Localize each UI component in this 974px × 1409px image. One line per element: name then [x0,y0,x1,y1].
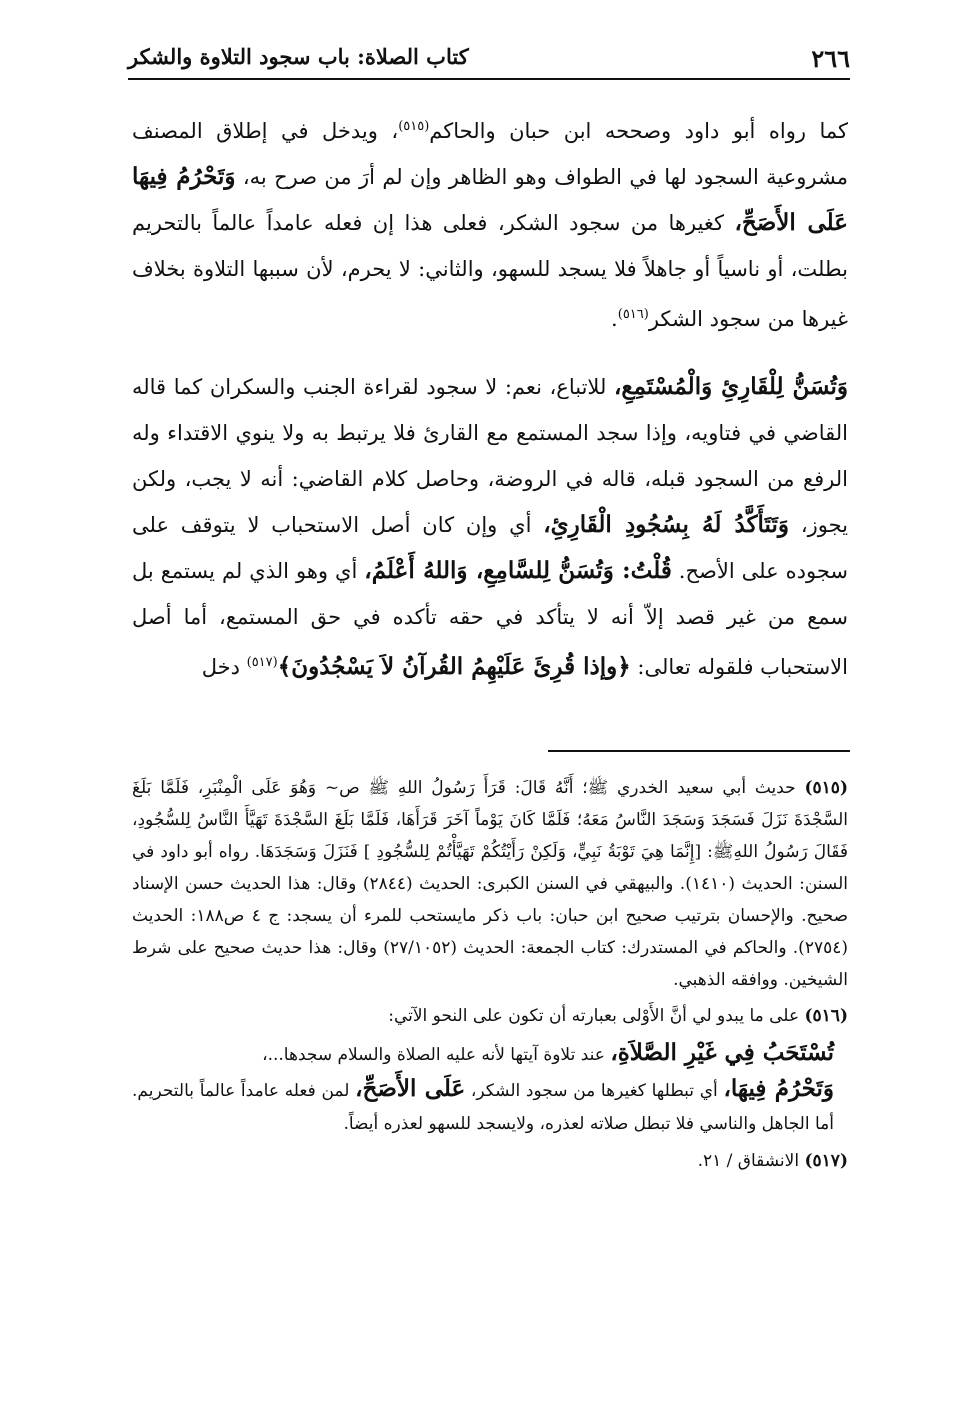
paragraph-2 [132,364,848,690]
matn-text: قُلْتُ: وَتُسَنُّ لِلسَّامِعِ، وَاللهُ أَعْلَمُ، [364,557,672,584]
text-run: كما رواه أبو داود وصححه ابن حبان والحاكم [429,119,848,143]
text-run: أي وإن كان أصل الاستحباب لا يتوقف على سجوده على الأصح. [132,513,848,583]
page-header [128,42,850,80]
matn-text: وَتُسَنُّ لِلْقَارِئِ وَالْمُسْتَمِعِ، [613,373,848,400]
footnote-label: (٥١٥) [804,778,848,798]
footnotes [132,772,848,1181]
text-run: ، ويدخل في إطلاق المصنف مشروعية السجود لها في الطواف وهو الظاهر وإن لم أرَ من صرح به، [132,119,848,189]
footnote-text: الانشقاق / ٢١. [697,1151,805,1171]
text-run: . [611,307,618,331]
footnote-label: (٥١٦) [804,1006,848,1026]
matn-text: تُسْتَحَبُ فِي غَيْرِ الصَّلاَةِ، [610,1039,834,1066]
quran-verse: ﴿وإذا قُرِئَ عَلَيْهِمُ القُرآنُ لاَ يَسْجُدُونَ﴾ [277,653,631,680]
footnote-516 [132,1000,848,1032]
text-run: دخل [201,655,247,679]
footnote-516-line-2 [132,1072,848,1141]
footnote-517 [132,1145,848,1177]
text-run: للاتباع، نعم: لا سجود لقراءة الجنب والسكران كما قاله القاضي في فتاويه، وإذا سجد المستمع مع القارئ فلا يرتبط به ولا ينوي الاقتداء وله الرفع من السجود قبله، قاله في الروضة، وحاصل كلام القاضي: أنه لا يجب، ولكن يجوز، [132,375,848,537]
footnote-text: عند تلاوة آيتها لأنه عليه الصلاة والسلام سجدها...، [262,1045,611,1065]
footnote-516-line-1 [132,1036,848,1072]
footnote-text: أي تبطلها كغيرها من سجود الشكر، [465,1081,724,1101]
footnote-text: لمن فعله عامداً عالماً بالتحريم. أما الجاهل والناسي فلا تبطل صلاته لعذره، ولايسجد للسهو لعذره أيضاً. [132,1081,834,1134]
matn-text: وَتَحْرُمُ فِيهَا، [723,1075,834,1102]
page-number: ٢٦٦ [811,44,850,73]
matn-text: وَتَحْرُمُ فِيهَا عَلَى الأَصَحِّ، [132,163,848,236]
footnote-ref-516: (٥١٦) [617,307,649,322]
footnote-ref-517: (٥١٧) [246,655,278,670]
paragraph-1 [132,104,848,342]
footnote-text: حديث أبي سعيد الخدري ﷺ؛ أَنَّهُ قَالَ: قَرَأَ رَسُولُ اللهِ ﷺ ص~ وَهُوَ عَلَى الْمِنْبَرِ، فَلَمَّا بَلَغَ السَّجْدَةَ نَزَلَ فَسَجَدَ وَسَجَدَ النَّاسُ مَعَهُ؛ فَلَمَّا كَانَ يَوْماً آخَرَ قَرَأَهَا، فَلَمَّا بَلَغَ السَّجْدَةَ تَهَيَّأَ النَّاسُ لِلسُّجُودِ، فَقَالَ رَسُولُ اللهِﷺ: [إِنَّمَا هِيَ تَوْبَةُ نَبِيٍّ، وَلَكِنْ رَأَيْتُكُمْ تَهَيَّأْتُمْ لِلسُّجُودِ ] فَنَزَلَ وَسَجَدَهَا. رواه أبو داود في السنن: الحديث (١٤١٠). والبيهقي في السنن الكبرى: الحديث (٢٨٤٤) وقال: هذا الحديث حسن الإسناد صحيح. والإحسان بترتيب صحيح ابن حبان: باب ذكر مايستحب للمرء أن يسجد: ج ٤ ص١٨٨: الحديث (٢٧٥٤). والحاكم في المستدرك: كتاب الجمعة: الحديث (٢٧/١٠٥٢) وقال: هذا حديث صحيح على شرط الشيخين. ووافقه الذهبي. [132,778,849,990]
running-title: كتاب الصلاة: باب سجود التلاوة والشكر [128,44,469,69]
footnote-separator [548,750,850,752]
footnote-label: (٥١٧) [804,1151,848,1171]
footnote-text: على ما يبدو لي أنَّ الأَوْلى بعبارته أن تكون على النحو الآتي: [388,1006,805,1026]
text-run: كغيرها من سجود الشكر، فعلى هذا إن فعله عامداً عالماً بالتحريم بطلت، أو ناسياً أو جاهلاً فلا يسجد للسهو، والثاني: لا يحرم، لأن سببها التلاوة بخلاف غيرها من سجود الشكر [132,211,848,331]
matn-text: وَتَتَأَكَّدُ لَهُ بِسُجُودِ الْقَارِئِ، [543,511,789,538]
matn-text: عَلَى الأَصَحِّ، [355,1075,466,1102]
main-text [132,104,848,690]
footnote-ref-515: (٥١٥) [398,119,430,134]
footnote-515 [132,772,848,996]
text-run: أي وهو الذي لم يستمع بل سمع من غير قصد إلاّ أنه لا يتأكد في حقه تأكده في حق المستمع، أما أصل الاستحباب فلقوله تعالى: [132,559,848,679]
